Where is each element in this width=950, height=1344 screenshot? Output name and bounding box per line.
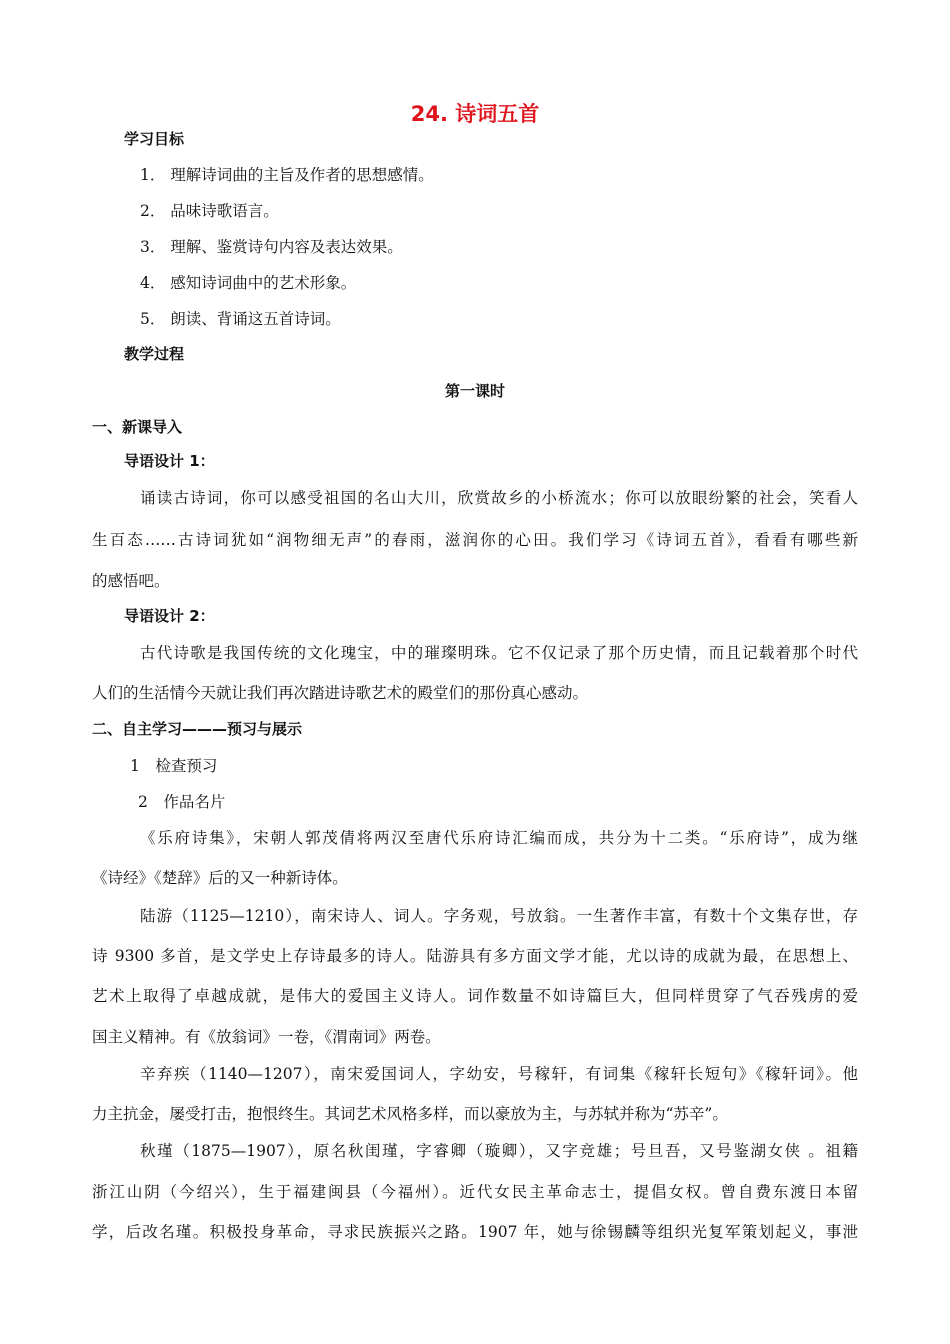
goal-item: 2． 品味诗歌语言。 bbox=[140, 202, 279, 220]
goal-item: 4． 感知诗词曲中的艺术形象。 bbox=[140, 274, 357, 292]
section-heading: 二、自主学习———预习与展示 bbox=[92, 720, 303, 738]
goal-item: 1． 理解诗词曲的主旨及作者的思想感情。 bbox=[140, 166, 434, 184]
paragraph-line: 的感悟吧。 bbox=[92, 572, 170, 590]
intro-heading: 导语设计 1： bbox=[124, 452, 215, 470]
paragraph-line: 秋瑾（1875—1907），原名秋闺瑾，字睿卿（璇卿），又字竞雄；号旦吾，又号鉴湖女侠 。祖籍 bbox=[140, 1142, 858, 1160]
paragraph-line: 人们的生活情今天就让我们再次踏进诗歌艺术的殿堂们的那份真心感动。 bbox=[92, 684, 589, 702]
paragraph-line: 《诗经》《楚辞》后的又一种新诗体。 bbox=[92, 869, 348, 887]
section-heading: 一、新课导入 bbox=[92, 418, 183, 436]
paragraph-line: 学，后改名瑾。积极投身革命，寻求民族振兴之路。1907 年，她与徐锡麟等组织光复军策划起义，事泄 bbox=[92, 1223, 858, 1241]
paragraph-line: 力主抗金，屡受打击，抱恨终生。其词艺术风格多样，而以豪放为主，与苏轼并称为“苏辛”。 bbox=[92, 1105, 728, 1123]
list-item: 2 作品名片 bbox=[138, 793, 226, 811]
goals-heading: 学习目标 bbox=[124, 130, 185, 148]
paragraph-line: 陆游（1125—1210），南宋诗人、词人。字务观，号放翁。一生著作丰富，有数十个文集存世，存 bbox=[140, 907, 858, 925]
paragraph-line: 诵读古诗词，你可以感受祖国的名山大川，欣赏故乡的小桥流水；你可以放眼纷繁的社会，笑看人 bbox=[140, 489, 858, 507]
paragraph-line: 生百态……古诗词犹如“润物细无声”的春雨，滋润你的心田。我们学习《诗词五首》，看看有哪些新 bbox=[92, 531, 858, 549]
process-heading: 教学过程 bbox=[124, 345, 185, 363]
list-item: 1 检查预习 bbox=[130, 757, 218, 775]
page-title: 24. 诗词五首 bbox=[410, 102, 540, 126]
paragraph-line: 《乐府诗集》，宋朝人郭茂倩将两汉至唐代乐府诗汇编而成，共分为十二类。“乐府诗”，成为继 bbox=[140, 829, 858, 847]
paragraph-line: 诗 9300 多首，是文学史上存诗最多的诗人。陆游具有多方面文学才能，尤以诗的成就为最，在思想上、 bbox=[92, 947, 858, 965]
paragraph-line: 艺术上取得了卓越成就，是伟大的爱国主义诗人。词作数量不如诗篇巨大，但同样贯穿了气吞残虏的爱 bbox=[92, 987, 858, 1005]
goal-item: 3． 理解、鉴赏诗句内容及表达效果。 bbox=[140, 238, 403, 256]
period-heading: 第一课时 bbox=[444, 382, 505, 400]
paragraph-line: 古代诗歌是我国传统的文化瑰宝，中的璀璨明珠。它不仅记录了那个历史情，而且记载着那个时代 bbox=[140, 644, 858, 662]
paragraph-line: 国主义精神。有《放翁词》一卷，《渭南词》两卷。 bbox=[92, 1028, 441, 1046]
paragraph-line: 浙江山阴（今绍兴），生于福建闽县（今福州）。近代女民主革命志士，提倡女权。曾自费东渡日本留 bbox=[92, 1183, 858, 1201]
intro-heading: 导语设计 2： bbox=[124, 607, 215, 625]
paragraph-line: 辛弃疾（1140—1207），南宋爱国词人，字幼安，号稼轩，有词集《稼轩长短句》《稼轩词》。他 bbox=[140, 1065, 858, 1083]
goal-item: 5． 朗读、背诵这五首诗词。 bbox=[140, 310, 341, 328]
